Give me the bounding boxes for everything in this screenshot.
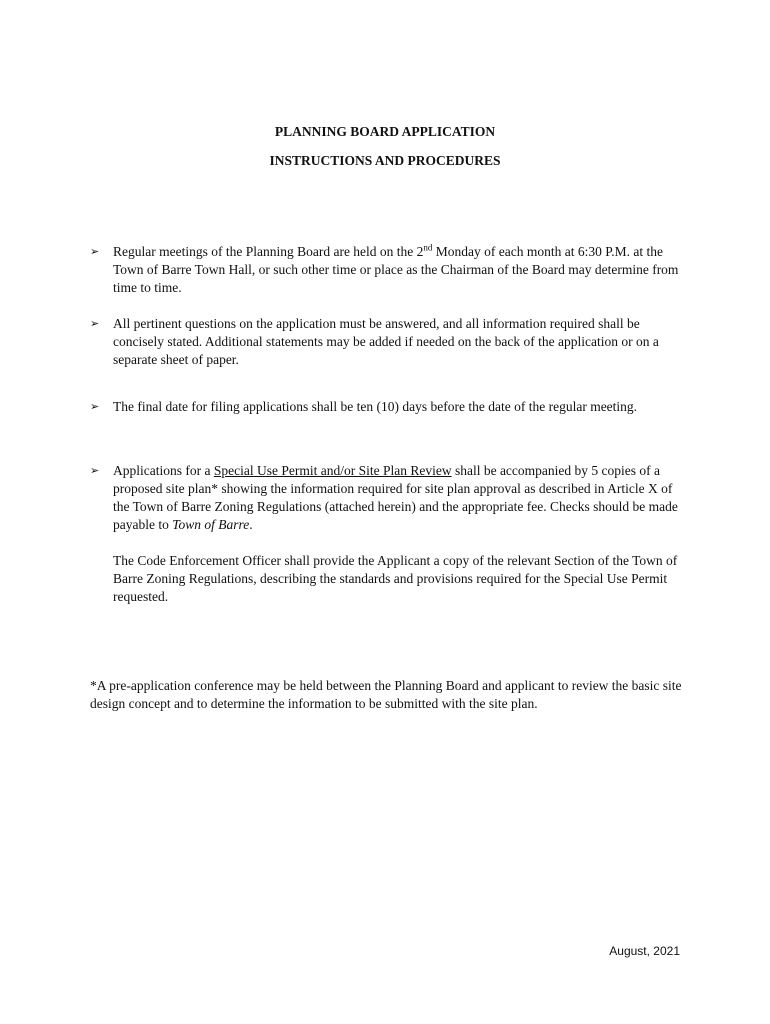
document-date: August, 2021 [609, 944, 680, 958]
footnote: *A pre-application conference may be held between the Planning Board and applicant to review the basic site design concept and to determine the information to be submitted with the site plan. [90, 678, 682, 711]
arrowhead-bullet-icon: ➢ [90, 317, 100, 330]
list-item-text: All pertinent questions on the application must be answered, and all information required shall be concisely stated. Additional statements may be added if needed on the back of the application or on a separate sheet of paper. [113, 316, 659, 367]
list-item-text: Applications for a Special Use Permit and/or Site Plan Review shall be accompanied by 5 copies of a proposed site plan* showing the information required for site plan approval as described in Article X of the Town of Barre Zoning Regulations (attached herein) and the appropriate fee. Checks should be made payable to Town of Barre. [113, 463, 678, 532]
town-of-barre-payee: Town of Barre [172, 517, 250, 532]
page-subtitle: INSTRUCTIONS AND PROCEDURES [269, 153, 501, 168]
arrowhead-bullet-icon: ➢ [90, 400, 100, 413]
list-item-applications [90, 462, 690, 534]
arrowhead-bullet-icon: ➢ [90, 464, 100, 477]
list-item-filing-date [90, 398, 690, 416]
list-item-text: The final date for filing applications shall be ten (10) days before the date of the regular meeting. [113, 399, 638, 414]
list-item-questions [90, 315, 690, 369]
page-title: PLANNING BOARD APPLICATION [274, 124, 496, 139]
arrowhead-bullet-icon: ➢ [90, 245, 100, 258]
list-item-meetings [90, 243, 690, 297]
special-use-permit-phrase: Special Use Permit and/or Site Plan Review [213, 463, 452, 478]
list-item-text: Regular meetings of the Planning Board are held on the 2nd Monday of each month at 6:30 P.M. at the Town of Barre Town Hall, or such other time or place as the Chairman of the Board may determine from time to time. [113, 242, 679, 295]
code-enforcement-paragraph: The Code Enforcement Officer shall provide the Applicant a copy of the relevant Section of the Town of Barre Zoning Regulations, describing the standards and provisions required for the Special Use Permit requested. [113, 553, 678, 604]
